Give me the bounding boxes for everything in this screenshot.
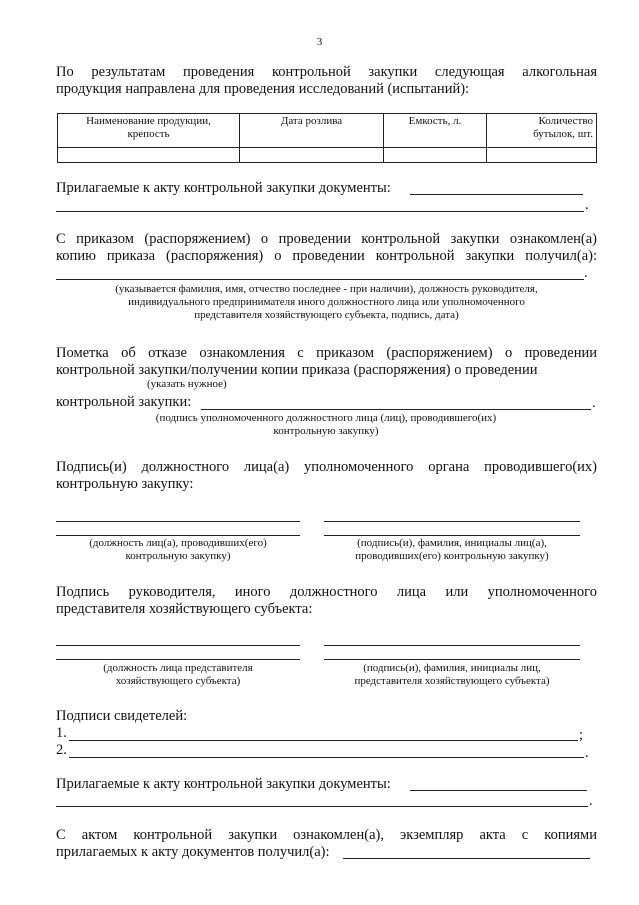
manager-position-field-1[interactable]	[56, 645, 300, 646]
officials-signature-field-1[interactable]	[324, 521, 580, 522]
refusal-note: (подпись уполномоченного должностного лица (лиц), проводившего(их) контрольную закупку)	[155, 412, 497, 437]
witness-2-field[interactable]	[69, 757, 584, 758]
order-acquaint-field[interactable]	[56, 279, 584, 280]
table-header-row	[58, 114, 597, 148]
attached-docs-2-field-2[interactable]	[56, 806, 588, 807]
refusal-label: контрольной закупки:	[56, 394, 192, 410]
attached-docs-field-2[interactable]	[56, 211, 584, 212]
witness-2-number: 2.	[56, 742, 67, 758]
table-cell-bottling-date[interactable]	[240, 148, 384, 163]
table-cell-product[interactable]	[58, 148, 240, 163]
attached-docs-2-field-1[interactable]	[410, 790, 587, 791]
manager-signature-field-2[interactable]	[324, 659, 580, 660]
act-received-line-1: С актом контрольной закупки ознакомлен(а), экземпляр акта с копиями	[56, 827, 597, 843]
order-acquaint-line-2: копию приказа (распоряжения) о проведении контрольной закупки получил(а):	[56, 248, 597, 264]
officials-line-1: Подпись(и) должностного лица(а) уполномоченного органа проводившего(их)	[56, 459, 597, 475]
col-header-volume: Емкость, л.	[384, 114, 487, 148]
intro-line-1: По результатам проведения контрольной закупки следующая алкогольная	[56, 64, 597, 80]
col-header-quantity: Количество бутылок, шт.	[487, 114, 597, 148]
witness-1-number: 1.	[56, 725, 67, 741]
table-cell-volume[interactable]	[384, 148, 487, 163]
period: .	[585, 745, 589, 761]
attached-docs-label-2: Прилагаемые к акту контрольной закупки документы:	[56, 776, 391, 792]
witness-1-field[interactable]	[69, 740, 578, 741]
manager-signature-paragraph	[56, 584, 597, 618]
act-received-field[interactable]	[343, 858, 590, 859]
officials-position-field-1[interactable]	[56, 521, 300, 522]
witnesses-title: Подписи свидетелей:	[56, 708, 188, 724]
manager-position-field-2[interactable]	[56, 659, 300, 660]
attached-docs-field-1[interactable]	[410, 194, 583, 195]
attached-docs-label: Прилагаемые к акту контрольной закупки документы:	[56, 180, 391, 196]
officials-signature-field-2[interactable]	[324, 535, 580, 536]
intro-paragraph	[56, 64, 597, 98]
page-number: 3	[316, 36, 323, 48]
officials-line-2: контрольную закупку:	[56, 476, 194, 492]
officials-position-field-2[interactable]	[56, 535, 300, 536]
manager-line-1: Подпись руководителя, иного должностного лица или уполномоченного	[56, 584, 597, 600]
manager-signature-field-1[interactable]	[324, 645, 580, 646]
intro-line-2: продукция направлена для проведения исследований (испытаний):	[56, 81, 470, 97]
order-acquaint-line-1: С приказом (распоряжением) о проведении контрольной закупки ознакомлен(а)	[56, 231, 597, 247]
period: .	[592, 395, 596, 411]
period: .	[589, 793, 593, 809]
refusal-paragraph	[56, 345, 597, 379]
table-row	[58, 148, 597, 163]
col-header-product: Наименование продукции, крепость	[58, 114, 240, 148]
act-received-paragraph	[56, 827, 597, 861]
act-received-line-2: прилагаемых к акту документов получил(а):	[56, 844, 330, 860]
product-table	[57, 113, 597, 163]
period: .	[585, 197, 589, 213]
officials-signature-note: (подпись(и), фамилия, инициалы лиц(а), проводивших(его) контрольную закупку)	[355, 537, 549, 562]
manager-line-2: представителя хозяйствующего субъекта:	[56, 601, 313, 617]
table-cell-quantity[interactable]	[487, 148, 597, 163]
officials-position-note: (должность лиц(а), проводивших(его) контрольную закупку)	[89, 537, 267, 562]
refusal-field[interactable]	[201, 409, 591, 410]
order-acquaint-paragraph	[56, 231, 597, 265]
col-header-bottling-date: Дата розлива	[240, 114, 384, 148]
refusal-hint: (указать нужное)	[147, 378, 227, 390]
order-acquaint-note: (указывается фамилия, имя, отчество последнее - при наличии), должность руководителя, индивидуального предпринимателя иного должностного лица или уполномоченного представителя хозяйствующего субъекта, подпись, дата)	[115, 283, 538, 321]
manager-signature-note: (подпись(и), фамилия, инициалы лиц, представителя хозяйствующего субъекта)	[354, 662, 550, 687]
refusal-line-1: Пометка об отказе ознакомления с приказом (распоряжением) о проведении	[56, 345, 597, 361]
officials-signature-paragraph	[56, 459, 597, 493]
period: .	[584, 265, 588, 281]
semicolon: ;	[579, 727, 584, 743]
refusal-line-2: контрольной закупки/получении копии приказа (распоряжения) о проведении	[56, 362, 538, 378]
manager-position-note: (должность лица представителя хозяйствующего субъекта)	[103, 662, 253, 687]
